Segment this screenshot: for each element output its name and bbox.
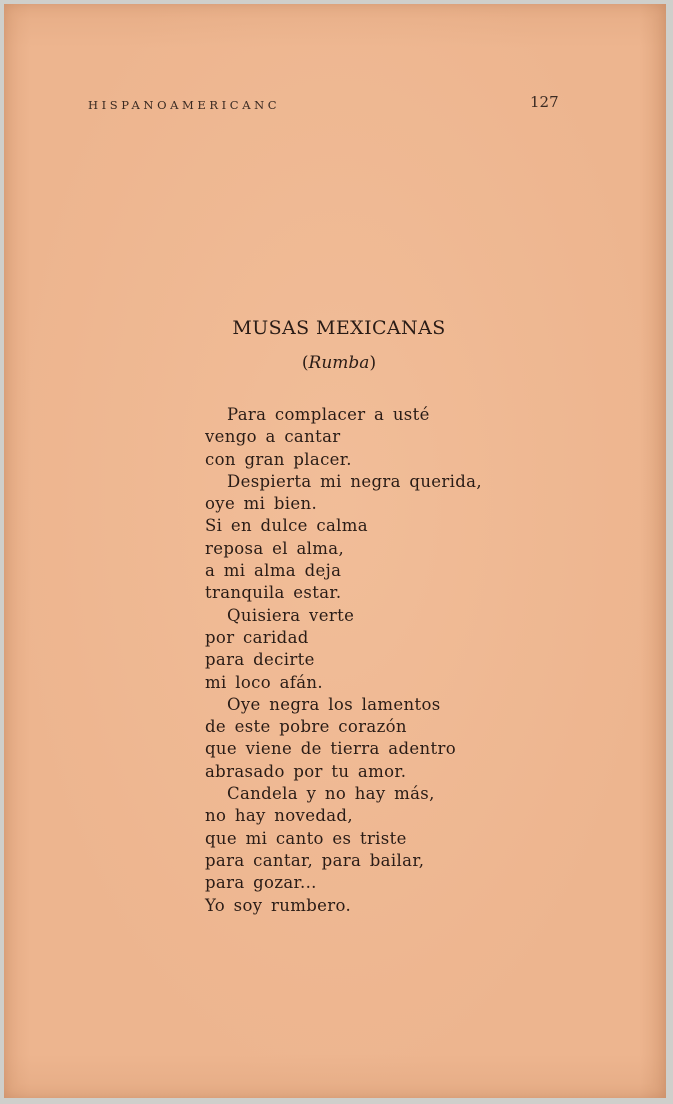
poem-title: MUSAS MEXICANAS: [232, 317, 446, 339]
poem-line: oye mi bien.: [205, 494, 318, 514]
poem-line: tranquila estar.: [205, 583, 342, 603]
poem-line: por caridad: [205, 627, 309, 647]
poem-line: a mi alma deja: [205, 561, 342, 581]
subtitle-open-paren: (: [301, 353, 309, 373]
poem-line: que viene de tierra adentro: [205, 739, 456, 759]
poem-line: que mi canto es triste: [205, 828, 407, 848]
subtitle-genre: Rumba: [308, 353, 370, 373]
poem-line: Despierta mi negra querida,: [227, 471, 482, 491]
book-page: [4, 4, 666, 1098]
subtitle-close-paren: ): [369, 353, 377, 373]
poem-line: de este pobre corazón: [205, 717, 407, 737]
poem-line: Candela y no hay más,: [227, 784, 435, 804]
poem-line: Si en dulce calma: [205, 516, 368, 536]
poem-body: [205, 404, 482, 917]
poem-line: Quisiera verte: [227, 605, 355, 625]
poem-line: Para complacer a usté: [227, 405, 430, 424]
poem-line: vengo a cantar: [205, 427, 341, 447]
poem-line: abrasado por tu amor.: [205, 761, 407, 781]
poem-line: para decirte: [205, 650, 315, 670]
poem-line: para cantar, para bailar,: [205, 850, 425, 870]
poem-line: no hay novedad,: [205, 806, 353, 826]
poem-line: Oye negra los lamentos: [227, 694, 441, 714]
poem-line: mi loco afán.: [205, 672, 324, 692]
running-head: HISPANOAMERICANC: [88, 98, 281, 112]
poem-line: para gozar...: [205, 873, 317, 893]
poem-line: con gran placer.: [205, 449, 352, 469]
poem-line: Yo soy rumbero.: [205, 895, 352, 915]
poem-line: reposa el alma,: [205, 538, 345, 558]
poem-subtitle: [4, 353, 670, 373]
page-number: 127: [530, 93, 559, 111]
